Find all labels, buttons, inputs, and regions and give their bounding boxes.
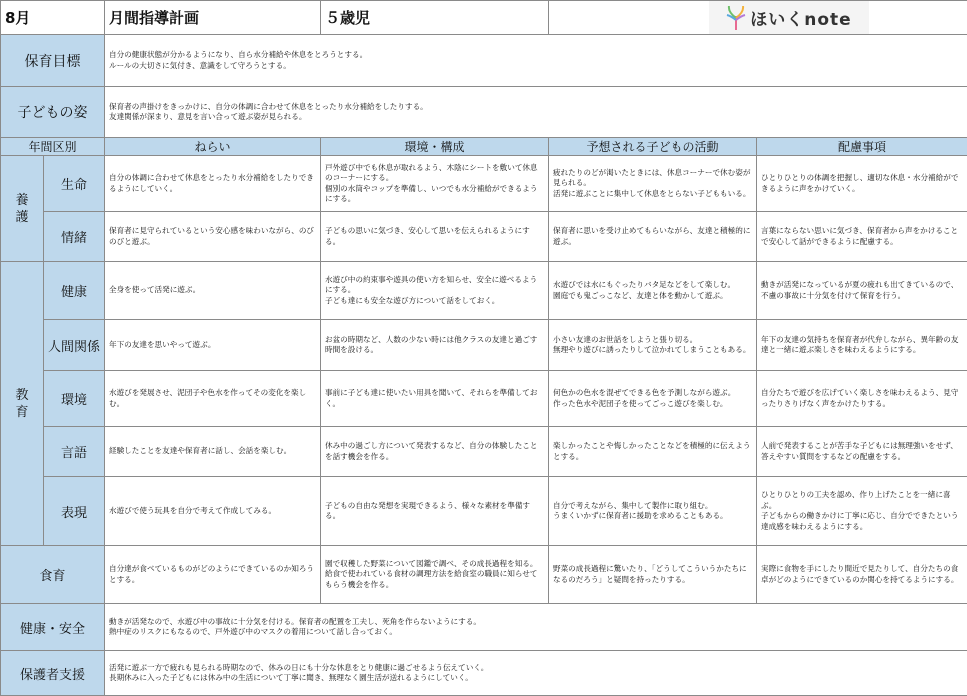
yogo-label: 養 護: [1, 156, 44, 262]
col-activity: 予想される子どもの活動: [549, 138, 757, 156]
activity-cell: 保育者に思いを受け止めてもらいながら、友達と積極的に遊ぶ。: [549, 212, 757, 262]
logo-text: ほいくnote: [750, 5, 851, 30]
children-label: 子どもの姿: [1, 87, 105, 138]
env-cell: 水遊び中の約束事や遊具の使い方を知らせ、安全に遊べるようにする。 子ども達にも安全な遊び方について話をしておく。: [321, 262, 549, 320]
kyoiku-row-relations: [1, 320, 967, 371]
activity-cell: 疲れたりのどが渇いたときには、休息コーナーで休む姿が見られる。 活発に遊ぶことに集中して休息をとらない子どももいる。: [549, 156, 757, 212]
aim-cell: 全身を使って活発に遊ぶ。: [105, 262, 321, 320]
row-label: 生命: [44, 156, 105, 212]
col-category: 年間区別: [1, 138, 105, 156]
env-cell: 子どもの思いに気づき、安心して思いを伝えられるようにする。: [321, 212, 549, 262]
parents-label: 保護者支援: [1, 651, 105, 696]
safety-text: 動きが活発なので、水遊び中の事故に十分気を付ける。保育者の配置を工夫し、死角を作らないようにする。 熱中症のリスクにもなるので、戸外遊び中のマスクの着用について話し合っておく。: [105, 604, 967, 651]
shokuiku-row: [1, 546, 967, 604]
care-cell: ひとりひとりの工夫を認め、作り上げたことを一緒に喜ぶ。 子どもからの働きかけに丁寧に応じ、自分でできたという達成感を味わえるようにする。: [757, 477, 967, 546]
sprout-icon: [726, 6, 746, 30]
activity-cell: 自分で考えながら、集中して製作に取り組む。 うまくいかずに保育者に援助を求めることもある。: [549, 477, 757, 546]
children-text: 保育者の声掛けをきっかけに、自分の体調に合わせて休息をとったり水分補給をしたりする。 友達関係が深まり、意見を言い合って遊ぶ姿が見られる。: [105, 87, 967, 138]
care-cell: ひとりひとりの体調を把握し、適切な休息・水分補給ができるように声をかけていく。: [757, 156, 967, 212]
col-aim: ねらい: [105, 138, 321, 156]
col-env: 環境・構成: [321, 138, 549, 156]
env-cell: お盆の時期など、人数の少ない時には他クラスの友達と過ごす時間を設ける。: [321, 320, 549, 371]
parents-text: 活発に遊ぶ一方で疲れも見られる時期なので、休みの日にも十分な休息をとり健康に過ごせるよう伝えていく。 長期休みに入った子どもには休み中の生活について丁寧に聞き、無理なく園生活が送れるようにしていく。: [105, 651, 967, 696]
goal-label: 保育目標: [1, 35, 105, 87]
care-cell: 年下の友達の気持ちを保育者が代弁しながら、異年齢の友達と一緒に遊ぶ楽しさを味わえるようにする。: [757, 320, 967, 371]
yogo-row-emotion: [1, 212, 967, 262]
env-cell: 事前に子ども達に使いたい用具を聞いて、それらを準備しておく。: [321, 371, 549, 427]
kyoiku-row-expression: [1, 477, 967, 546]
aim-cell: 自分達が食べているものがどのようにできているのか知ろうとする。: [105, 546, 321, 604]
activity-cell: 何色かの色水を混ぜてできる色を予測しながら遊ぶ。 作った色水や泥団子を使ってごっこ遊びを楽しむ。: [549, 371, 757, 427]
goal-text: 自分の健康状態が分かるようになり、自ら水分補給や休息をとろうとする。 ルールの大切さに気付き、意識をして守ろうとする。: [105, 35, 967, 87]
age-cell: ５歳児: [321, 1, 549, 35]
env-cell: 戸外遊び中でも休息が取れるよう、木陰にシートを敷いて休息のコーナーにする。 個別の水筒やコップを準備し、いつでも水分補給ができるようにする。: [321, 156, 549, 212]
kyoiku-row-environment: [1, 371, 967, 427]
safety-row: [1, 604, 967, 651]
aim-cell: 経験したことを友達や保育者に話し、会話を楽しむ。: [105, 427, 321, 477]
env-cell: 休み中の過ごし方について発表するなど、自分の体験したことを話す機会を作る。: [321, 427, 549, 477]
row-label: 言語: [44, 427, 105, 477]
kyoiku-row-health: [1, 262, 967, 320]
logo-cell: [549, 1, 967, 35]
env-cell: 園で収穫した野菜について図鑑で調べ、その成長過程を知る。 給食で使われている食材の調理方法を給食室の職員に知らせてもらう機会を作る。: [321, 546, 549, 604]
safety-label: 健康・安全: [1, 604, 105, 651]
row-label: 表現: [44, 477, 105, 546]
activity-cell: 野菜の成長過程に驚いたり、「どうしてこういうかたちになるのだろう」と疑問を持ったりする。: [549, 546, 757, 604]
aim-cell: 年下の友達を思いやって遊ぶ。: [105, 320, 321, 371]
shokuiku-label: 食育: [1, 546, 105, 604]
aim-cell: 保育者に見守られているという安心感を味わいながら、のびのびと遊ぶ。: [105, 212, 321, 262]
yogo-row-life: [1, 156, 967, 212]
row-label: 人間関係: [44, 320, 105, 371]
kyoiku-row-language: [1, 427, 967, 477]
hoiku-note-logo: [709, 1, 869, 34]
care-cell: 自分たちで遊びを広げていく楽しさを味わえるよう、見守ったりさりげなく声をかけたりする。: [757, 371, 967, 427]
goal-row: [1, 35, 967, 87]
header-row: [1, 1, 967, 35]
care-cell: 人前で発表することが苦手な子どもには無理強いをせず、答えやすい質問をするなどの配慮をする。: [757, 427, 967, 477]
kyoiku-label: 教 育: [1, 262, 44, 546]
activity-cell: 楽しかったことや悔しかったことなどを積極的に伝えようとする。: [549, 427, 757, 477]
activity-cell: 小さい友達のお世話をしようと張り切る。 無理やり遊びに誘ったりして泣かれてしまうこともある。: [549, 320, 757, 371]
row-label: 情緒: [44, 212, 105, 262]
aim-cell: 水遊びで使う玩具を自分で考えて作成してみる。: [105, 477, 321, 546]
parents-row: [1, 651, 967, 696]
month-cell: 8月: [1, 1, 105, 35]
row-label: 環境: [44, 371, 105, 427]
aim-cell: 水遊びを発展させ、泥団子や色水を作ってその変化を楽しむ。: [105, 371, 321, 427]
children-row: [1, 87, 967, 138]
title-cell: 月間指導計画: [105, 1, 321, 35]
care-cell: 実際に食物を手にしたり間近で見たりして、自分たちの食卓がどのようにできているのか関心を持てるようにする。: [757, 546, 967, 604]
column-header-row: [1, 138, 967, 156]
col-care: 配慮事項: [757, 138, 967, 156]
activity-cell: 水遊びでは水にもぐったりバタ足などをして楽しむ。 園庭でも鬼ごっこなど、友達と体を動かして遊ぶ。: [549, 262, 757, 320]
care-cell: 言葉にならない思いに気づき、保育者から声をかけることで安心して話ができるように配慮する。: [757, 212, 967, 262]
care-cell: 動きが活発になっているが夏の疲れも出てきているので、不慮の事故に十分気を付けて保育を行う。: [757, 262, 967, 320]
row-label: 健康: [44, 262, 105, 320]
env-cell: 子どもの自由な発想を実現できるよう、様々な素材を準備する。: [321, 477, 549, 546]
aim-cell: 自分の体調に合わせて休息をとったり水分補給をしたりできるようにしていく。: [105, 156, 321, 212]
